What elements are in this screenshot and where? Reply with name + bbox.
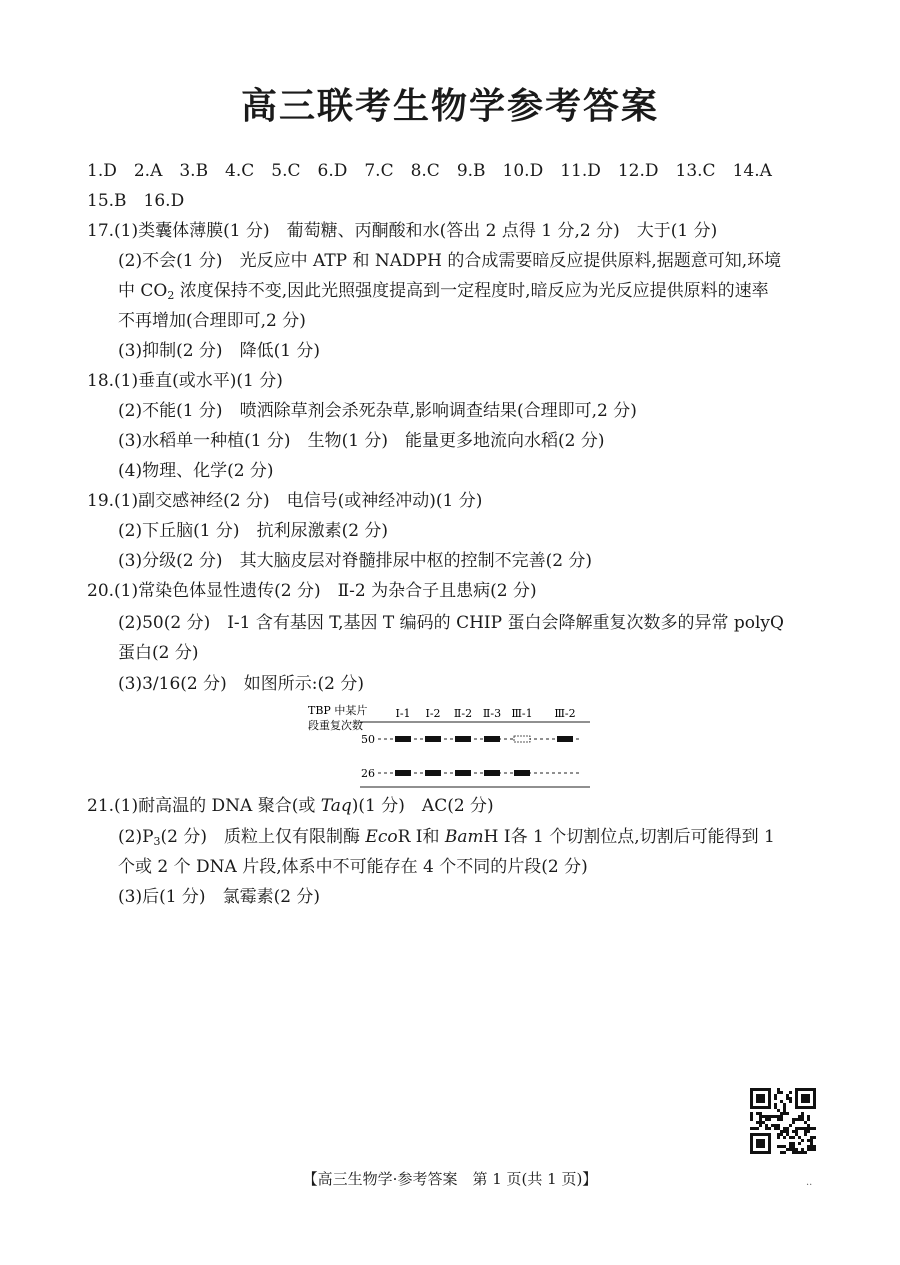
qr-module bbox=[768, 1118, 771, 1121]
qr-module bbox=[762, 1100, 765, 1103]
qr-module bbox=[810, 1136, 813, 1139]
q21-part3: (3)后(1 分) 氯霉素(2 分) bbox=[118, 887, 321, 907]
qr-module bbox=[783, 1151, 786, 1154]
qr-module bbox=[804, 1127, 807, 1130]
qr-module bbox=[774, 1124, 777, 1127]
q21-text: (2 分) 质粒上仅有限制酶 bbox=[160, 827, 366, 847]
qr-module bbox=[792, 1118, 795, 1121]
qr-module bbox=[810, 1139, 813, 1142]
qr-module bbox=[783, 1136, 786, 1139]
q17-part2-line2 bbox=[118, 280, 769, 302]
qr-module bbox=[771, 1124, 774, 1127]
qr-module bbox=[756, 1097, 759, 1100]
qr-module bbox=[810, 1148, 813, 1151]
qr-module bbox=[765, 1118, 768, 1121]
bam-italic: Bam bbox=[444, 827, 484, 847]
qr-module bbox=[750, 1145, 753, 1148]
qr-module bbox=[777, 1127, 780, 1130]
qr-module bbox=[801, 1127, 804, 1130]
gel-band bbox=[514, 736, 530, 742]
qr-module bbox=[765, 1133, 768, 1136]
qr-module bbox=[786, 1097, 789, 1100]
qr-module bbox=[813, 1097, 816, 1100]
electrophoresis-svg bbox=[300, 700, 600, 795]
qr-module bbox=[762, 1094, 765, 1097]
qr-module bbox=[759, 1088, 762, 1091]
qr-module bbox=[765, 1124, 768, 1127]
qr-module bbox=[762, 1133, 765, 1136]
qr-module bbox=[807, 1100, 810, 1103]
q17-part2-line1: (2)不会(1 分) 光反应中 ATP 和 NADPH 的合成需要暗反应提供原料,据题意可知,环境 bbox=[118, 251, 782, 271]
qr-module bbox=[768, 1091, 771, 1094]
q17-text: 浓度保持不变,因此光照强度提高到一定程度时,暗反应为光反应提供原料的速率 bbox=[174, 281, 769, 301]
qr-module bbox=[777, 1118, 780, 1121]
qr-module bbox=[813, 1094, 816, 1097]
qr-module bbox=[765, 1151, 768, 1154]
qr-module bbox=[768, 1106, 771, 1109]
qr-module bbox=[750, 1091, 753, 1094]
q17-part2-line3: 不再增加(合理即可,2 分) bbox=[118, 311, 306, 331]
qr-module bbox=[801, 1115, 804, 1118]
qr-module bbox=[756, 1094, 759, 1097]
qr-module bbox=[780, 1100, 783, 1103]
qr-module bbox=[759, 1121, 762, 1124]
qr-module bbox=[768, 1145, 771, 1148]
q21-text: R Ⅰ和 bbox=[397, 827, 445, 847]
qr-module bbox=[774, 1127, 777, 1130]
figure-ylabel-line2: 段重复次数 bbox=[308, 719, 363, 732]
qr-module bbox=[801, 1151, 804, 1154]
qr-module bbox=[768, 1088, 771, 1091]
qr-module bbox=[807, 1106, 810, 1109]
gel-band bbox=[455, 770, 471, 776]
qr-module bbox=[783, 1112, 786, 1115]
qr-module bbox=[810, 1106, 813, 1109]
qr-module bbox=[798, 1106, 801, 1109]
column-label: Ⅱ-2 bbox=[453, 707, 473, 720]
qr-module bbox=[750, 1151, 753, 1154]
co2-subscript: 2 bbox=[167, 289, 175, 302]
qr-module bbox=[807, 1088, 810, 1091]
q18-part4: (4)物理、化学(2 分) bbox=[118, 461, 274, 481]
q20-part1: 20.(1)常染色体显性遗传(2 分) Ⅱ-2 为杂合子且患病(2 分) bbox=[87, 581, 537, 601]
qr-module bbox=[774, 1115, 777, 1118]
qr-module bbox=[759, 1142, 762, 1145]
qr-module bbox=[777, 1133, 780, 1136]
qr-module bbox=[750, 1115, 753, 1118]
qr-module bbox=[813, 1127, 816, 1130]
qr-module bbox=[765, 1106, 768, 1109]
qr-module bbox=[750, 1118, 753, 1121]
qr-module bbox=[792, 1148, 795, 1151]
qr-module bbox=[801, 1118, 804, 1121]
q21-part2-line1 bbox=[118, 826, 775, 848]
qr-module bbox=[777, 1091, 780, 1094]
qr-module bbox=[798, 1088, 801, 1091]
gel-band bbox=[425, 770, 441, 776]
q18-part2: (2)不能(1 分) 喷洒除草剂会杀死杂草,影响调查结果(合理即可,2 分) bbox=[118, 401, 637, 421]
qr-module bbox=[750, 1136, 753, 1139]
qr-module bbox=[792, 1145, 795, 1148]
qr-module bbox=[792, 1130, 795, 1133]
gel-band bbox=[484, 770, 500, 776]
qr-module bbox=[768, 1148, 771, 1151]
level-50-label: 50 bbox=[361, 733, 375, 746]
qr-module bbox=[774, 1103, 777, 1106]
qr-module bbox=[753, 1088, 756, 1091]
qr-module bbox=[759, 1097, 762, 1100]
qr-module bbox=[795, 1127, 798, 1130]
page-footer: 【高三生物学·参考答案 第 1 页(共 1 页)】 bbox=[302, 1170, 598, 1188]
qr-module bbox=[777, 1109, 780, 1112]
qr-module bbox=[813, 1106, 816, 1109]
qr-module bbox=[792, 1151, 795, 1154]
qr-module bbox=[762, 1106, 765, 1109]
qr-module bbox=[783, 1127, 786, 1130]
q21-text: )(1 分) AC(2 分) bbox=[351, 796, 494, 816]
qr-module bbox=[807, 1115, 810, 1118]
qr-module bbox=[756, 1088, 759, 1091]
qr-module bbox=[762, 1115, 765, 1118]
qr-module bbox=[804, 1097, 807, 1100]
qr-module bbox=[798, 1127, 801, 1130]
qr-module bbox=[792, 1121, 795, 1124]
q19-part1: 19.(1)副交感神经(2 分) 电信号(或神经冲动)(1 分) bbox=[87, 491, 483, 511]
q19-part3: (3)分级(2 分) 其大脑皮层对脊髓排尿中枢的控制不完善(2 分) bbox=[118, 551, 593, 571]
qr-module bbox=[801, 1094, 804, 1097]
qr-module bbox=[798, 1118, 801, 1121]
qr-module bbox=[780, 1118, 783, 1121]
qr-module bbox=[774, 1097, 777, 1100]
qr-module bbox=[807, 1097, 810, 1100]
gel-band bbox=[395, 736, 411, 742]
qr-module bbox=[777, 1145, 780, 1148]
qr-module bbox=[768, 1133, 771, 1136]
qr-module bbox=[783, 1145, 786, 1148]
qr-module bbox=[759, 1094, 762, 1097]
qr-module bbox=[801, 1097, 804, 1100]
qr-module bbox=[750, 1094, 753, 1097]
qr-module bbox=[756, 1151, 759, 1154]
q17-part3: (3)抑制(2 分) 降低(1 分) bbox=[118, 341, 321, 361]
qr-module bbox=[750, 1100, 753, 1103]
qr-module bbox=[765, 1115, 768, 1118]
qr-module bbox=[762, 1097, 765, 1100]
qr-module bbox=[789, 1145, 792, 1148]
mc-answers-row-1: 1.D 2.A 3.B 4.C 5.C 6.D 7.C 8.C 9.B 10.D 11.D 12.D 13.C 14.A bbox=[87, 161, 772, 181]
qr-module bbox=[804, 1151, 807, 1154]
qr-module bbox=[795, 1088, 798, 1091]
qr-module bbox=[813, 1088, 816, 1091]
qr-module bbox=[768, 1094, 771, 1097]
q21-text: (2)P bbox=[118, 827, 154, 847]
qr-module bbox=[786, 1130, 789, 1133]
qr-module bbox=[810, 1127, 813, 1130]
qr-module bbox=[795, 1118, 798, 1121]
qr-module bbox=[780, 1133, 783, 1136]
qr-module bbox=[771, 1115, 774, 1118]
qr-module bbox=[759, 1139, 762, 1142]
qr-module bbox=[804, 1130, 807, 1133]
qr-module bbox=[789, 1142, 792, 1145]
column-label: Ⅱ-3 bbox=[482, 707, 502, 720]
qr-module bbox=[750, 1133, 753, 1136]
q21-text: 21.(1)耐高温的 DNA 聚合(或 bbox=[87, 796, 321, 816]
qr-module bbox=[777, 1136, 780, 1139]
qr-module bbox=[798, 1115, 801, 1118]
qr-module bbox=[798, 1142, 801, 1145]
qr-module bbox=[786, 1112, 789, 1115]
qr-module bbox=[768, 1151, 771, 1154]
qr-module bbox=[753, 1127, 756, 1130]
qr-module bbox=[801, 1088, 804, 1091]
qr-module bbox=[756, 1145, 759, 1148]
qr-module bbox=[780, 1112, 783, 1115]
qr-module bbox=[753, 1106, 756, 1109]
qr-module bbox=[750, 1112, 753, 1115]
qr-module bbox=[756, 1100, 759, 1103]
q17-part1: 17.(1)类囊体薄膜(1 分) 葡萄糖、丙酮酸和水(答出 2 点得 1 分,2 分) 大于(1 分) bbox=[87, 221, 718, 241]
qr-module bbox=[810, 1142, 813, 1145]
qr-module bbox=[786, 1133, 789, 1136]
qr-module bbox=[768, 1115, 771, 1118]
gel-band bbox=[425, 736, 441, 742]
qr-module bbox=[762, 1121, 765, 1124]
qr-module bbox=[768, 1142, 771, 1145]
qr-module bbox=[768, 1100, 771, 1103]
q21-text: H Ⅰ各 1 个切割位点,切割后可能得到 1 bbox=[483, 827, 775, 847]
qr-module bbox=[777, 1088, 780, 1091]
qr-module bbox=[756, 1139, 759, 1142]
qr-module bbox=[750, 1106, 753, 1109]
qr-module bbox=[804, 1094, 807, 1097]
qr-code bbox=[750, 1088, 816, 1154]
qr-module bbox=[762, 1151, 765, 1154]
qr-module bbox=[813, 1148, 816, 1151]
qr-module bbox=[789, 1100, 792, 1103]
electrophoresis-figure bbox=[300, 700, 600, 795]
qr-module bbox=[795, 1151, 798, 1154]
qr-module bbox=[804, 1088, 807, 1091]
column-label: Ⅰ-2 bbox=[425, 707, 441, 720]
qr-module bbox=[795, 1100, 798, 1103]
qr-module bbox=[756, 1112, 759, 1115]
qr-module bbox=[804, 1100, 807, 1103]
qr-module bbox=[780, 1115, 783, 1118]
qr-module bbox=[789, 1136, 792, 1139]
qr-module bbox=[759, 1112, 762, 1115]
qr-module bbox=[762, 1145, 765, 1148]
qr-module bbox=[765, 1088, 768, 1091]
column-label: Ⅰ-1 bbox=[395, 707, 411, 720]
q20-part3: (3)3/16(2 分) 如图所示:(2 分) bbox=[118, 674, 364, 694]
qr-module bbox=[789, 1091, 792, 1094]
q18-part3: (3)水稻单一种植(1 分) 生物(1 分) 能量更多地流向水稻(2 分) bbox=[118, 431, 605, 451]
qr-module bbox=[807, 1130, 810, 1133]
qr-module bbox=[795, 1097, 798, 1100]
qr-module bbox=[759, 1133, 762, 1136]
qr-module bbox=[756, 1133, 759, 1136]
qr-module bbox=[759, 1118, 762, 1121]
qr-module bbox=[756, 1127, 759, 1130]
qr-module bbox=[807, 1094, 810, 1097]
qr-module bbox=[807, 1145, 810, 1148]
qr-module bbox=[759, 1151, 762, 1154]
qr-module bbox=[801, 1112, 804, 1115]
gel-band bbox=[395, 770, 411, 776]
qr-module bbox=[807, 1127, 810, 1130]
qr-module bbox=[801, 1139, 804, 1142]
qr-module bbox=[786, 1127, 789, 1130]
qr-module bbox=[768, 1136, 771, 1139]
qr-module bbox=[759, 1145, 762, 1148]
qr-module bbox=[768, 1139, 771, 1142]
qr-module bbox=[768, 1103, 771, 1106]
qr-module bbox=[798, 1136, 801, 1139]
qr-module bbox=[795, 1103, 798, 1106]
qr-module bbox=[768, 1097, 771, 1100]
qr-module bbox=[759, 1115, 762, 1118]
qr-module bbox=[804, 1106, 807, 1109]
qr-module bbox=[783, 1103, 786, 1106]
qr-module bbox=[795, 1094, 798, 1097]
qr-module bbox=[813, 1145, 816, 1148]
q19-part2: (2)下丘脑(1 分) 抗利尿激素(2 分) bbox=[118, 521, 389, 541]
qr-module bbox=[813, 1100, 816, 1103]
qr-module bbox=[780, 1145, 783, 1148]
qr-module bbox=[783, 1109, 786, 1112]
qr-module bbox=[795, 1133, 798, 1136]
ecor-italic: Eco bbox=[365, 827, 398, 847]
q21-part1 bbox=[87, 795, 494, 817]
qr-module bbox=[759, 1100, 762, 1103]
qr-module bbox=[753, 1133, 756, 1136]
q17-text: 中 CO bbox=[118, 281, 168, 301]
q20-part2-line1: (2)50(2 分) Ⅰ-1 含有基因 T,基因 T 编码的 CHIP 蛋白会降解重复次数多的异常 polyQ bbox=[118, 613, 784, 633]
qr-module bbox=[759, 1106, 762, 1109]
qr-module bbox=[807, 1118, 810, 1121]
gel-band bbox=[557, 736, 573, 742]
qr-module bbox=[792, 1142, 795, 1145]
qr-module bbox=[804, 1133, 807, 1136]
p3-subscript: 3 bbox=[153, 835, 161, 848]
qr-module bbox=[801, 1106, 804, 1109]
qr-module bbox=[768, 1127, 771, 1130]
gel-band bbox=[484, 736, 500, 742]
qr-module bbox=[756, 1142, 759, 1145]
gel-band bbox=[514, 770, 530, 776]
figure-ylabel-line1: TBP 中某片 bbox=[308, 704, 368, 717]
qr-module bbox=[762, 1142, 765, 1145]
qr-module bbox=[804, 1121, 807, 1124]
column-label: Ⅲ-1 bbox=[511, 707, 533, 720]
qr-module bbox=[792, 1136, 795, 1139]
qr-module bbox=[774, 1094, 777, 1097]
qr-module bbox=[774, 1106, 777, 1109]
qr-module bbox=[780, 1091, 783, 1094]
qr-module bbox=[813, 1136, 816, 1139]
qr-module bbox=[813, 1103, 816, 1106]
qr-module bbox=[795, 1130, 798, 1133]
qr-module bbox=[777, 1124, 780, 1127]
mc-answers-row-2: 15.B 16.D bbox=[87, 191, 185, 211]
qr-module bbox=[801, 1148, 804, 1151]
qr-module bbox=[795, 1106, 798, 1109]
qr-module bbox=[810, 1088, 813, 1091]
qr-module bbox=[750, 1142, 753, 1145]
qr-module bbox=[789, 1124, 792, 1127]
qr-module bbox=[756, 1106, 759, 1109]
gel-band bbox=[455, 736, 471, 742]
qr-module bbox=[750, 1127, 753, 1130]
qr-module bbox=[750, 1088, 753, 1091]
qr-module bbox=[807, 1148, 810, 1151]
taq-italic: Taq bbox=[320, 796, 352, 816]
qr-module bbox=[798, 1151, 801, 1154]
qr-module bbox=[759, 1124, 762, 1127]
qr-module bbox=[750, 1103, 753, 1106]
qr-module bbox=[783, 1106, 786, 1109]
qr-module bbox=[780, 1151, 783, 1154]
level-26-label: 26 bbox=[361, 767, 375, 780]
qr-module bbox=[750, 1139, 753, 1142]
qr-module bbox=[765, 1127, 768, 1130]
column-label: Ⅲ-2 bbox=[554, 707, 576, 720]
qr-module bbox=[795, 1148, 798, 1151]
qr-module bbox=[810, 1145, 813, 1148]
qr-module bbox=[762, 1088, 765, 1091]
qr-module bbox=[777, 1115, 780, 1118]
qr-module bbox=[783, 1130, 786, 1133]
qr-module bbox=[786, 1148, 789, 1151]
qr-module bbox=[786, 1094, 789, 1097]
qr-module bbox=[750, 1148, 753, 1151]
qr-module bbox=[789, 1148, 792, 1151]
qr-module bbox=[795, 1091, 798, 1094]
page-title: 高三联考生物学参考答案 bbox=[240, 86, 659, 127]
q20-part2-line2: 蛋白(2 分) bbox=[118, 643, 199, 663]
qr-module bbox=[807, 1139, 810, 1142]
corner-mark: ·· bbox=[806, 1180, 813, 1191]
figure-columns bbox=[395, 707, 576, 776]
qr-module bbox=[813, 1091, 816, 1094]
qr-module bbox=[753, 1151, 756, 1154]
q21-part2-line2: 个或 2 个 DNA 片段,体系中不可能存在 4 个不同的片段(2 分) bbox=[118, 857, 588, 877]
qr-module bbox=[801, 1100, 804, 1103]
qr-module bbox=[762, 1139, 765, 1142]
qr-module bbox=[756, 1121, 759, 1124]
qr-module bbox=[780, 1130, 783, 1133]
q18-part1: 18.(1)垂直(或水平)(1 分) bbox=[87, 371, 283, 391]
qr-module bbox=[807, 1124, 810, 1127]
qr-module bbox=[750, 1097, 753, 1100]
qr-module bbox=[789, 1097, 792, 1100]
qr-code-svg bbox=[750, 1088, 816, 1154]
